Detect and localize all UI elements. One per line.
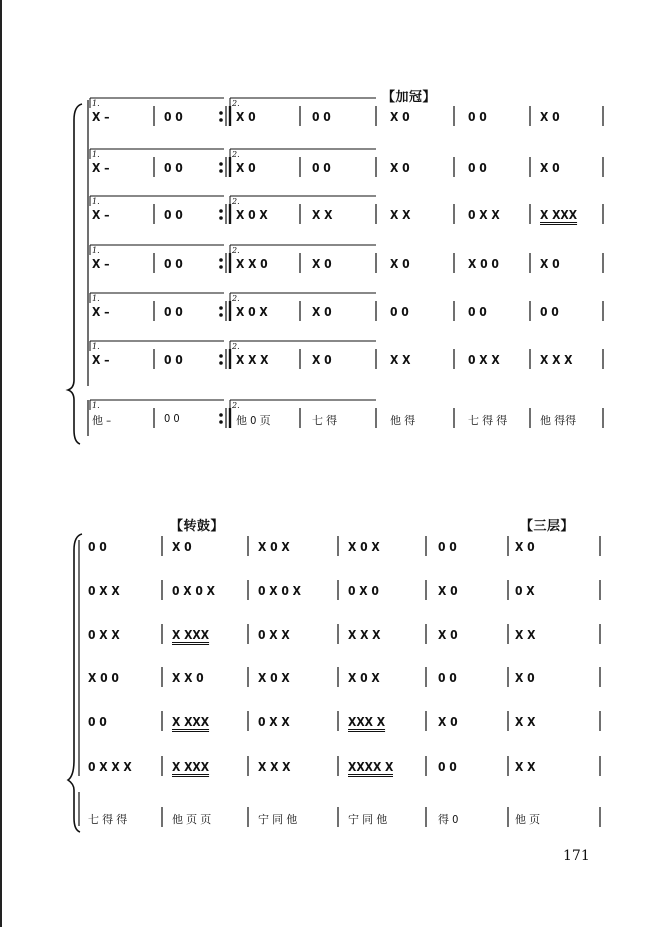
note-cell: X 0 xyxy=(172,540,192,554)
volta-second-ending: 2. xyxy=(232,401,240,410)
note-cell: X X 0 xyxy=(172,671,204,685)
note-cell: X – xyxy=(92,110,110,124)
note-cell: X 0 X xyxy=(236,208,268,222)
note-cell: 0 0 xyxy=(88,715,107,729)
note-cell: X 0 xyxy=(390,161,410,175)
note-cell: 0 X X xyxy=(258,628,290,642)
volta-first-ending: 1. xyxy=(92,401,100,410)
note-cell: 0 X 0 X xyxy=(172,584,215,598)
note-cell: X XXX xyxy=(172,760,210,774)
note-cell: 0 X X xyxy=(258,715,290,729)
section-marker-zhuangu: 【转鼓】 xyxy=(170,519,225,534)
note-cell: X 0 xyxy=(540,110,560,124)
note-cell: X – xyxy=(92,257,110,271)
note-cell: 0 X X xyxy=(468,208,500,222)
note-cell: 0 X X xyxy=(88,628,120,642)
note-cell: 0 0 xyxy=(164,161,183,175)
note-cell: X X xyxy=(390,353,411,367)
note-cell: X X X xyxy=(348,628,381,642)
note-cell: 0 0 xyxy=(468,110,487,124)
volta-first-ending: 1. xyxy=(92,197,100,206)
lyric-cell: 得 0 xyxy=(438,813,459,826)
note-cell: X 0 xyxy=(438,584,458,598)
note-cell: 0 0 xyxy=(438,760,457,774)
note-cell: X 0 0 xyxy=(468,257,499,271)
note-cell: X – xyxy=(92,208,110,222)
note-cell: X 0 xyxy=(390,257,410,271)
note-cell: 0 X xyxy=(515,584,535,598)
note-cell: X 0 xyxy=(438,628,458,642)
note-cell: 0 0 xyxy=(540,305,559,319)
note-cell: X 0 0 xyxy=(88,671,119,685)
lyric-cell: 0 0 xyxy=(164,412,180,425)
lyric-cell: 宁 同 他 xyxy=(348,813,388,826)
volta-first-ending: 1. xyxy=(92,342,100,351)
volta-first-ending: 1. xyxy=(92,150,100,159)
volta-second-ending: 2. xyxy=(232,197,240,206)
lyric-cell: 他 页 xyxy=(515,813,541,826)
note-cell: 0 X 0 X xyxy=(258,584,301,598)
note-cell: X 0 X xyxy=(258,671,290,685)
lyric-cell: 七 得 得 xyxy=(468,414,508,427)
note-cell: 0 0 xyxy=(312,110,331,124)
section-marker-jiaguan: 【加冠】 xyxy=(382,90,437,105)
note-cell: X 0 xyxy=(390,110,410,124)
volta-second-ending: 2. xyxy=(232,294,240,303)
note-cell: X – xyxy=(92,161,110,175)
volta-second-ending: 2. xyxy=(232,246,240,255)
volta-first-ending: 1. xyxy=(92,294,100,303)
note-cell: X X xyxy=(515,628,536,642)
volta-second-ending: 2. xyxy=(232,150,240,159)
volta-second-ending: 2. xyxy=(232,342,240,351)
note-cell: X 0 xyxy=(438,715,458,729)
note-cell: 0 0 xyxy=(164,257,183,271)
note-cell: X X 0 xyxy=(236,257,268,271)
note-cell: 0 0 xyxy=(312,161,331,175)
note-cell: X 0 xyxy=(515,540,535,554)
volta-second-ending: 2. xyxy=(232,99,240,108)
note-cell: X X X xyxy=(540,353,573,367)
note-cell: X 0 xyxy=(236,161,256,175)
lyric-cell: 他 得 xyxy=(390,414,416,427)
note-cell: XXXX X xyxy=(348,760,393,777)
note-cell: X X xyxy=(515,760,536,774)
lyric-cell: 七 得 得 xyxy=(88,813,128,826)
note-cell: X XXX xyxy=(540,208,578,222)
note-cell: X X xyxy=(515,715,536,729)
note-cell: XXX X xyxy=(348,715,386,729)
note-cell: 0 0 xyxy=(88,540,107,554)
note-cell: 0 0 xyxy=(468,161,487,175)
lyric-cell: 七 得 xyxy=(312,414,338,427)
page-number: 171 xyxy=(563,848,590,864)
note-cell: X X xyxy=(312,208,333,222)
note-cell: 0 0 xyxy=(164,110,183,124)
note-cell: X 0 xyxy=(540,257,560,271)
note-cell: X 0 X xyxy=(258,540,290,554)
note-cell: X XXX xyxy=(172,628,210,642)
note-cell: X 0 xyxy=(312,305,332,319)
note-cell: X XXX xyxy=(172,715,210,729)
note-cell: 0 0 xyxy=(164,353,183,367)
note-cell: X – xyxy=(92,353,110,367)
note-cell: 0 0 xyxy=(438,540,457,554)
note-cell: 0 X X X xyxy=(88,760,132,774)
note-cell: X 0 X xyxy=(348,671,380,685)
note-cell: X 0 xyxy=(312,353,332,367)
volta-first-ending: 1. xyxy=(92,99,100,108)
note-cell: 0 X X xyxy=(88,584,120,598)
note-cell: X X X xyxy=(258,760,291,774)
note-cell: X 0 X xyxy=(236,305,268,319)
lyric-cell: 他 – xyxy=(92,414,112,427)
note-cell: 0 0 xyxy=(438,671,457,685)
lyric-cell: 他 得得 xyxy=(540,414,577,427)
note-cell: 0 0 xyxy=(468,305,487,319)
note-cell: 0 X 0 xyxy=(348,584,379,598)
note-cell: X X xyxy=(390,208,411,222)
lyric-cell: 宁 同 他 xyxy=(258,813,298,826)
note-cell: X X X xyxy=(236,353,269,367)
volta-first-ending: 1. xyxy=(92,246,100,255)
note-cell: X 0 xyxy=(540,161,560,175)
note-cell: X – xyxy=(92,305,110,319)
note-cell: X 0 X xyxy=(348,540,380,554)
note-cell: X 0 xyxy=(236,110,256,124)
lyric-cell: 他 页 页 xyxy=(172,813,212,826)
note-cell: 0 0 xyxy=(390,305,409,319)
note-cell: X 0 xyxy=(312,257,332,271)
note-cell: X 0 xyxy=(515,671,535,685)
note-cell: 0 0 xyxy=(164,305,183,319)
lyric-cell: 他 0 页 xyxy=(236,414,271,427)
note-cell: 0 0 xyxy=(164,208,183,222)
section-marker-sanceng: 【三层】 xyxy=(520,519,575,534)
note-cell: 0 X X xyxy=(468,353,500,367)
